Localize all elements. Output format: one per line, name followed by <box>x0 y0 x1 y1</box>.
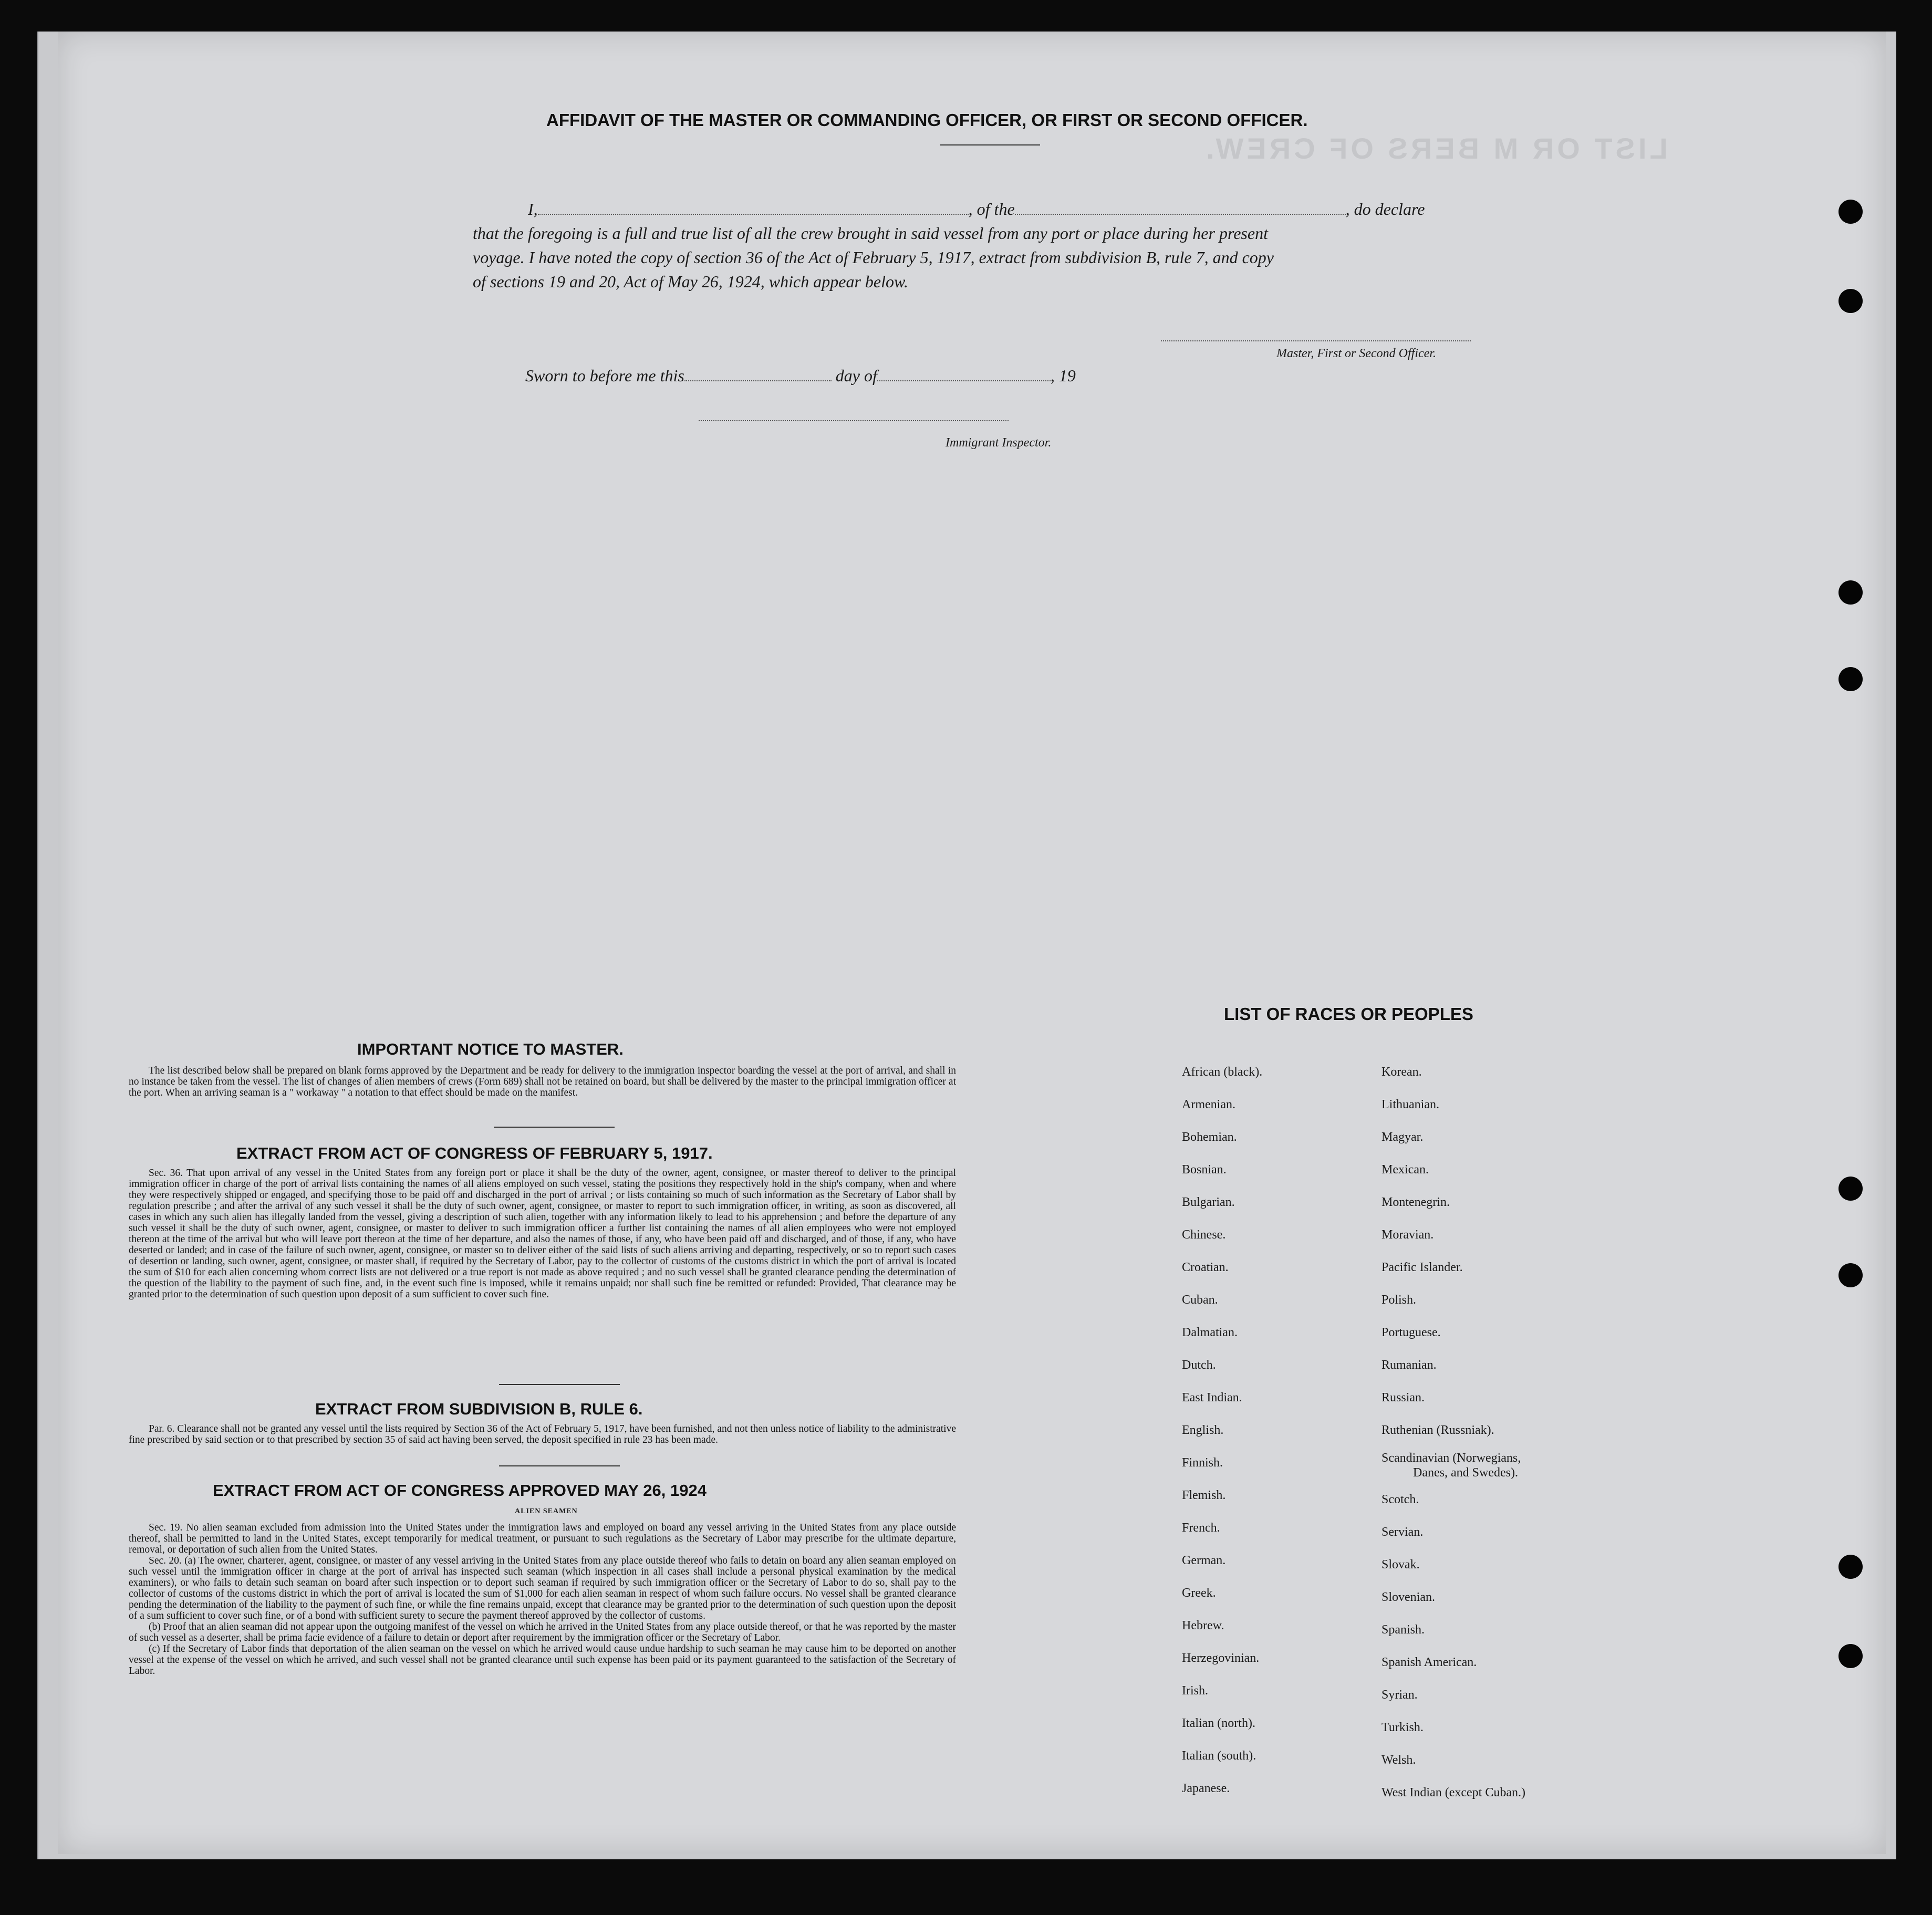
race-item: Korean. <box>1382 1065 1422 1079</box>
alien-seamen-heading: ALIEN SEAMEN <box>515 1507 578 1515</box>
extract-1917-body: Sec. 36. That upon arrival of any vessel in the United States from any foreign port or place it shall be the duty of the owner, agent, consignee, or master thereof to deliver to the principal immigration officer in charge of the port of arrival lists containing the names of all aliens employed on such vessel, stating the positions they respectively hold in the ship's company, when and where they were respectively shipped or engaged, and specifying those to be paid off and discharged in the port of arrival ; or lists containing so much of such information as the Secretary of Labor shall by regulation prescribe ; and after the arrival of any such vessel it shall be the duty of such owner, agent, consignee, or master to report to such immigration officer, in writing, as soon as discovered, all cases in which any such alien has illegally landed from the vessel, giving a description of such alien, together with any information likely to lead to his apprehension ; and before the departure of any such vessel it shall be the duty of such owner, agent, consignee, or master to deliver to such immigration officer a further list containing the names of all alien employees who were not employed thereon at the time of the arrival but who will leave port thereon at the time of her departure, and also the names of those, if any, who have been paid off and discharged, and of those, if any, who have deserted or landed; and in case of the failure of such owner, agent, consignee, or master so to deliver either of the said lists of such aliens arriving and departing, respectively, or so to report such cases of desertion or landing, such owner, agent, consignee, or master shall, if required by the Secretary of Labor, pay to the collector of customs of the customs district in which the port of arrival is located the sum of $10 for each alien concerning whom correct lists are not delivered or a true report is not made as above required ; and no such vessel shall be granted clearance pending the determination of the question of the liability to the payment of such fine, and, in the event such fine is imposed, while it remains unpaid; nor shall such fine be remitted or refunded: Provided, That clearance may be granted prior to the determination of such question upon deposit of a sum sufficient to cover such fine. <box>129 1168 956 1300</box>
race-item: Hebrew. <box>1182 1619 1224 1632</box>
extract-rule6-body: Par. 6. Clearance shall not be granted any vessel until the lists required by Section 36 of the Act of February 5, 1917, have been furnished, and not then unless notice of liability to the administrative fine prescribed by said section or to that prescribed by section 35 of said act having been served, the deposit specified in rule 23 has been made. <box>129 1423 956 1445</box>
race-item: Slovenian. <box>1382 1590 1435 1604</box>
binder-hole <box>1838 1555 1863 1579</box>
page-edge <box>37 32 38 1859</box>
race-item: Welsh. <box>1382 1753 1416 1767</box>
race-item: Irish. <box>1182 1684 1208 1698</box>
race-item: Syrian. <box>1382 1688 1418 1702</box>
bleed-through-title: LIST OR M BERS OF CREW. <box>1203 132 1668 165</box>
race-item: Turkish. <box>1382 1721 1424 1734</box>
race-item: Portuguese. <box>1382 1326 1441 1339</box>
binder-hole <box>1838 289 1863 313</box>
race-item: African (black). <box>1182 1065 1263 1079</box>
race-item: Cuban. <box>1182 1293 1218 1307</box>
affidavit-line-2: that the foregoing is a full and true list of all the crew brought in said vessel from any port or place during her present <box>473 224 1268 243</box>
extract-rule6-title: EXTRACT FROM SUBDIVISION B, RULE 6. <box>315 1400 643 1418</box>
notice-title: IMPORTANT NOTICE TO MASTER. <box>357 1040 624 1058</box>
master-signature-line <box>1161 340 1471 341</box>
race-item: English. <box>1182 1423 1224 1437</box>
race-item: Rumanian. <box>1382 1358 1437 1372</box>
affidavit-title: AFFIDAVIT OF THE MASTER OR COMMANDING OFFICER, OR FIRST OR SECOND OFFICER. <box>546 110 1308 130</box>
binder-hole <box>1838 1263 1863 1287</box>
race-item: Moravian. <box>1382 1228 1434 1242</box>
page-stack <box>37 32 1896 1859</box>
races-title: LIST OF RACES OR PEOPLES <box>1224 1004 1473 1024</box>
race-item: Polish. <box>1382 1293 1417 1307</box>
sworn-line: Sworn to before me this day of , 19 <box>525 366 1076 385</box>
title-rule <box>940 144 1040 145</box>
race-item: Servian. <box>1382 1525 1424 1539</box>
race-item: Herzegovinian. <box>1182 1651 1260 1665</box>
race-item: Spanish. <box>1382 1623 1425 1637</box>
race-item: Montenegrin. <box>1382 1195 1450 1209</box>
race-item: East Indian. <box>1182 1391 1242 1404</box>
extract-1924-title: EXTRACT FROM ACT OF CONGRESS APPROVED MAY 26, 1924 <box>213 1481 707 1500</box>
race-item: Bulgarian. <box>1182 1195 1235 1209</box>
race-item: Bohemian. <box>1182 1130 1237 1144</box>
race-item: Croatian. <box>1182 1261 1229 1274</box>
binder-hole <box>1838 580 1863 605</box>
affidavit-line-4: of sections 19 and 20, Act of May 26, 1924, which appear below. <box>473 272 908 291</box>
race-item: Chinese. <box>1182 1228 1226 1242</box>
race-item: Ruthenian (Russniak). <box>1382 1423 1494 1437</box>
binder-hole <box>1838 200 1863 224</box>
race-item: Greek. <box>1182 1586 1216 1600</box>
race-item: West Indian (except Cuban.) <box>1382 1786 1525 1799</box>
inspector-signature-line <box>699 420 1009 421</box>
races-left-column <box>1182 1056 1262 1805</box>
affidavit-line-1: I, , of the , do declare <box>528 200 1425 218</box>
extract-1917-title: EXTRACT FROM ACT OF CONGRESS OF FEBRUARY 5, 1917. <box>236 1144 713 1162</box>
extract-1924-body: Sec. 19. No alien seaman excluded from admission into the United States under the immigration laws and employed on board any vessel arriving in the United States from any place outside thereof, shall be permitted to land in the United States, except temporarily for medical treatment, or pursuant to such regulations as the Secretary of Labor may prescribe for the ultimate departure, removal, or deportation of such alien from the United States. Sec. 20. (a) The owner, charterer, agent, consignee, or master of any vessel arriving in the United States from any place outside thereof who fails to detain on board any alien seaman employed on such vessel until the immigration officer in charge at the port of arrival has inspected such seaman (which inspection in all cases shall include a personal physical examination by the medical examiners), or who fails to detain such seaman on board after such inspection or to deport such seaman if required by such immigration officer or the Secretary of Labor to do so, shall pay to the collector of customs of the customs district in which the port of arrival is located the sum of $1,000 for each alien seaman in respect of whom such failure occurs. No vessel shall be granted clearance pending the determination of the liability to the payment of such fine, or while the fine remains unpaid, except that clearance may be granted prior to the determination of such question upon the deposit of a sum sufficient to cover such fine, or of a bond with sufficient surety to secure the payment thereof approved by the collector of customs. (b) Proof that an alien seaman did not appear upon the outgoing manifest of the vessel on which he arrived in the United States from any place outside thereof, or that he was reported by the master of such vessel as a deserter, shall be prima facie evidence of a failure to detain or deport after requirement by the immigration officer or the Secretary of Labor. (c) If the Secretary of Labor finds that deportation of the alien seaman on the vessel on which he arrived would cause undue hardship to such seaman he may cause him to be deported on another vessel at the expense of the vessel on which he arrived, and such vessel shall not be granted clearance until such expense has been paid or its payment guaranteed to the satisfaction of the Secretary of Labor. <box>129 1522 956 1677</box>
race-item: Flemish. <box>1182 1489 1226 1502</box>
binder-hole <box>1838 1644 1863 1668</box>
race-item: Italian (south). <box>1182 1749 1256 1763</box>
race-item: Lithuanian. <box>1382 1098 1439 1111</box>
race-item: Armenian. <box>1182 1098 1235 1111</box>
race-item: Finnish. <box>1182 1456 1223 1470</box>
notice-body: The list described below shall be prepared on blank forms approved by the Department and be ready for delivery to the immigration inspector boarding the vessel at the port of arrival, and shall in no instance be taken from the vessel. The list of changes of alien members of crews (Form 689) shall not be retained on board, but shall be delivered by the master to the principal immigration officer at the port. When an arriving seaman is a " workaway " a notation to that effect should be made on the manifest. <box>129 1065 956 1098</box>
race-item: Italian (north). <box>1182 1716 1255 1730</box>
section-rule <box>499 1384 620 1385</box>
race-item: Bosnian. <box>1182 1163 1227 1177</box>
race-item-scandinavian: Scandinavian (Norwegians, Danes, and Swedes). <box>1382 1451 1521 1480</box>
races-right-column <box>1382 1056 1525 1809</box>
section-rule <box>499 1465 620 1466</box>
race-item: Pacific Islander. <box>1382 1261 1463 1274</box>
race-item: Dalmatian. <box>1182 1326 1238 1339</box>
race-item: German. <box>1182 1554 1226 1567</box>
race-item: Dutch. <box>1182 1358 1216 1372</box>
race-item: Spanish American. <box>1382 1656 1477 1669</box>
binder-hole <box>1838 667 1863 691</box>
race-item: Mexican. <box>1382 1163 1429 1177</box>
manifest-sheet <box>58 32 1886 1854</box>
race-item: Japanese. <box>1182 1782 1230 1795</box>
inspector-label: Immigrant Inspector. <box>946 436 1052 450</box>
race-item: Magyar. <box>1382 1130 1424 1144</box>
race-item: Scotch. <box>1382 1493 1419 1506</box>
race-item: French. <box>1182 1521 1220 1535</box>
binder-hole <box>1838 1177 1863 1201</box>
race-item: Slovak. <box>1382 1558 1420 1571</box>
section-rule <box>494 1127 615 1128</box>
race-item: Russian. <box>1382 1391 1425 1404</box>
affidavit-line-3: voyage. I have noted the copy of section 36 of the Act of February 5, 1917, extract from subdivision B, rule 7, and copy <box>473 248 1274 267</box>
master-label: Master, First or Second Officer. <box>1276 347 1436 360</box>
